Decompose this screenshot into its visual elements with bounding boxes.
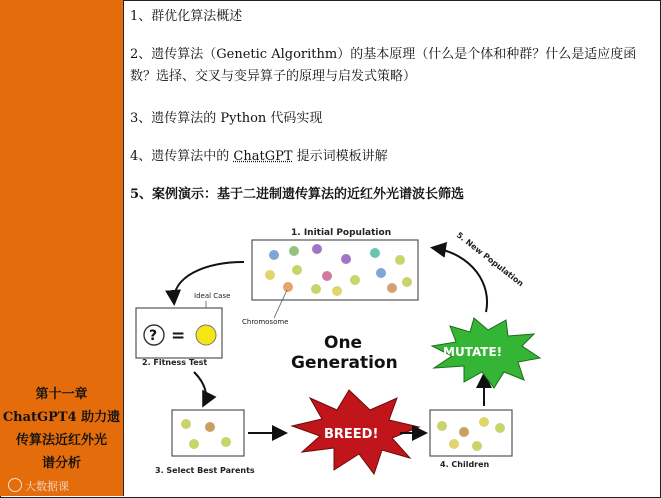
chromosome-dot: [292, 265, 302, 275]
child-dot: [495, 423, 505, 433]
outline-item-4-term: ChatGPT: [233, 149, 293, 164]
chromosome-label: Chromosome: [242, 318, 289, 326]
child-dot: [437, 421, 447, 431]
chromosome-dot: [265, 270, 275, 280]
child-dot: [459, 427, 469, 437]
chromosome-dot: [350, 275, 360, 285]
outline-item-3: 3、遗传算法的 Python 代码实现: [130, 111, 323, 126]
chromosome-dot: [395, 255, 405, 265]
chromosome-dot: [341, 254, 351, 264]
generation-label: Generation: [291, 353, 398, 373]
child-dot: [479, 417, 489, 427]
ideal-chromosome: [196, 325, 216, 345]
watermark-icon: [8, 478, 22, 492]
genetic-algorithm-diagram: [134, 222, 554, 487]
select-parents-label: 3. Select Best Parents: [155, 466, 255, 475]
question-mark: ?: [149, 328, 158, 344]
initial-population-label: 1. Initial Population: [291, 228, 392, 238]
chromosome-dot: [269, 250, 279, 260]
chapter-line-2: ChatGPT4 助力遗: [2, 410, 121, 425]
chapter-line-1: 第十一章: [35, 387, 88, 402]
chromosome-dot: [311, 284, 321, 294]
parent-dot: [205, 422, 215, 432]
children-box: [430, 410, 512, 456]
chromosome-dot: [387, 283, 397, 293]
chromosome-dot: [370, 248, 380, 258]
parents-box: [172, 410, 244, 456]
chromosome-dot: [289, 246, 299, 256]
mutate-label: MUTATE!: [443, 345, 503, 359]
child-dot: [449, 439, 459, 449]
chapter-title: [0, 383, 123, 475]
chromosome-dot: [283, 282, 293, 292]
chapter-sidebar: [0, 0, 124, 496]
children-label: 4. Children: [440, 460, 490, 469]
watermark: [8, 478, 69, 494]
outline-item-4-suffix: 提示词模板讲解: [292, 149, 388, 164]
chromosome-dot: [312, 244, 322, 254]
parent-dot: [181, 419, 191, 429]
new-population-label: 5. New Population: [454, 230, 526, 289]
ideal-case-label: Ideal Case: [194, 292, 231, 300]
equals-sign: =: [171, 326, 186, 346]
outline-item-2: 2、遗传算法（Genetic Algorithm）的基本原理（什么是个体和种群？什么是适应度函数？选择、交叉与变异算子的原理与启发式策略）: [130, 47, 637, 84]
chromosome-dot: [402, 277, 412, 287]
outline-item-1: 1、群优化算法概述: [130, 9, 243, 24]
outline-item-4: [130, 146, 388, 168]
arrow-fitness-to-parents: [194, 372, 206, 404]
outline-item-4-prefix: 4、遗传算法中的: [130, 149, 234, 164]
watermark-text: 大数据课: [25, 480, 69, 493]
child-dot: [472, 441, 482, 451]
chapter-line-3: 传算法近红外光: [15, 433, 107, 448]
parent-dot: [221, 437, 231, 447]
one-label: One: [324, 333, 363, 353]
arrow-mutate-to-population: [434, 248, 487, 312]
outline-item-5: 5、案例演示：基于二进制遗传算法的近红外光谱波长筛选: [130, 187, 465, 202]
fitness-test-label: 2. Fitness Test: [142, 358, 208, 367]
chromosome-dot: [376, 268, 386, 278]
chromosome-dot: [332, 286, 342, 296]
breed-label: BREED!: [324, 427, 379, 442]
chapter-line-4: 谱分析: [41, 456, 81, 471]
parent-dot: [189, 439, 199, 449]
chromosome-dot: [322, 271, 332, 281]
